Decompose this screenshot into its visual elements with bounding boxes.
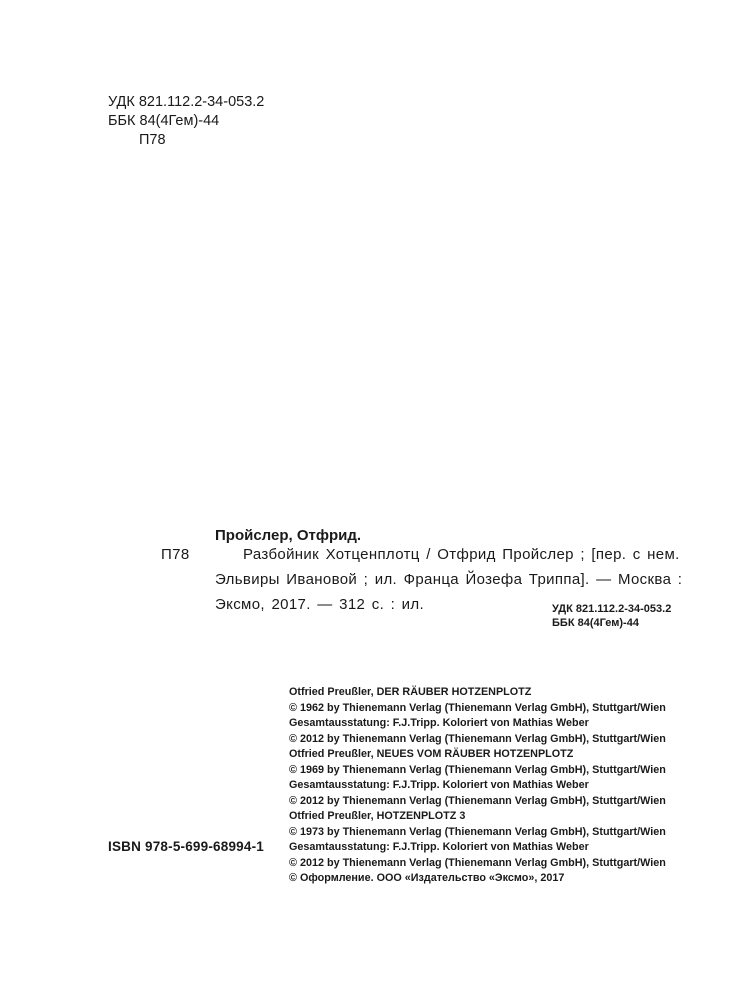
- copyright-line: Gesamtausstatung: F.J.Tripp. Koloriert von Mathias Weber: [289, 717, 589, 729]
- catalog-description-line-2: Эльвиры Ивановой ; ил. Франца Йозефа Триппа]. — Москва :: [215, 571, 683, 588]
- copyright-line: Gesamtausstatung: F.J.Tripp. Koloriert von Mathias Weber: [289, 779, 589, 791]
- top-bbk: ББК 84(4Гем)-44: [108, 113, 220, 129]
- copyright-line: © 1969 by Thienemann Verlag (Thienemann Verlag GmbH), Stuttgart/Wien: [289, 763, 666, 776]
- catalog-bbk: ББК 84(4Гем)-44: [552, 617, 639, 629]
- catalog-description-line-1: Разбойник Хотценплотц / Отфрид Пройслер ; [пер. с нем.: [243, 546, 680, 563]
- catalog-description-line-3: Эксмо, 2017. — 312 с. : ил.: [215, 596, 424, 613]
- catalog-udk: УДК 821.112.2-34-053.2: [552, 603, 672, 615]
- catalog-author-code: П78: [161, 546, 190, 563]
- top-udk: УДК 821.112.2-34-053.2: [108, 94, 265, 110]
- copyright-line: © 2012 by Thienemann Verlag (Thienemann Verlag GmbH), Stuttgart/Wien: [289, 732, 666, 745]
- copyright-line: © 1973 by Thienemann Verlag (Thienemann Verlag GmbH), Stuttgart/Wien: [289, 825, 666, 838]
- top-author-code: П78: [139, 132, 166, 148]
- catalog-author: Пройслер, Отфрид.: [215, 527, 362, 544]
- copyright-line: © 1962 by Thienemann Verlag (Thienemann Verlag GmbH), Stuttgart/Wien: [289, 701, 666, 714]
- copyright-block: [289, 685, 666, 887]
- copyright-line: © Оформление. ООО «Издательство «Эксмо», 2017: [289, 872, 565, 884]
- copyright-line: © 2012 by Thienemann Verlag (Thienemann Verlag GmbH), Stuttgart/Wien: [289, 856, 666, 869]
- copyright-line: © 2012 by Thienemann Verlag (Thienemann Verlag GmbH), Stuttgart/Wien: [289, 794, 666, 807]
- copyright-line: Otfried Preußler, HOTZENPLOTZ 3: [289, 810, 466, 822]
- isbn: ISBN 978-5-699-68994-1: [108, 839, 264, 854]
- copyright-line: Gesamtausstatung: F.J.Tripp. Koloriert von Mathias Weber: [289, 841, 589, 853]
- copyright-line: Otfried Preußler, NEUES VOM RÄUBER HOTZENPLOTZ: [289, 748, 574, 760]
- copyright-line: Otfried Preußler, DER RÄUBER HOTZENPLOTZ: [289, 686, 532, 698]
